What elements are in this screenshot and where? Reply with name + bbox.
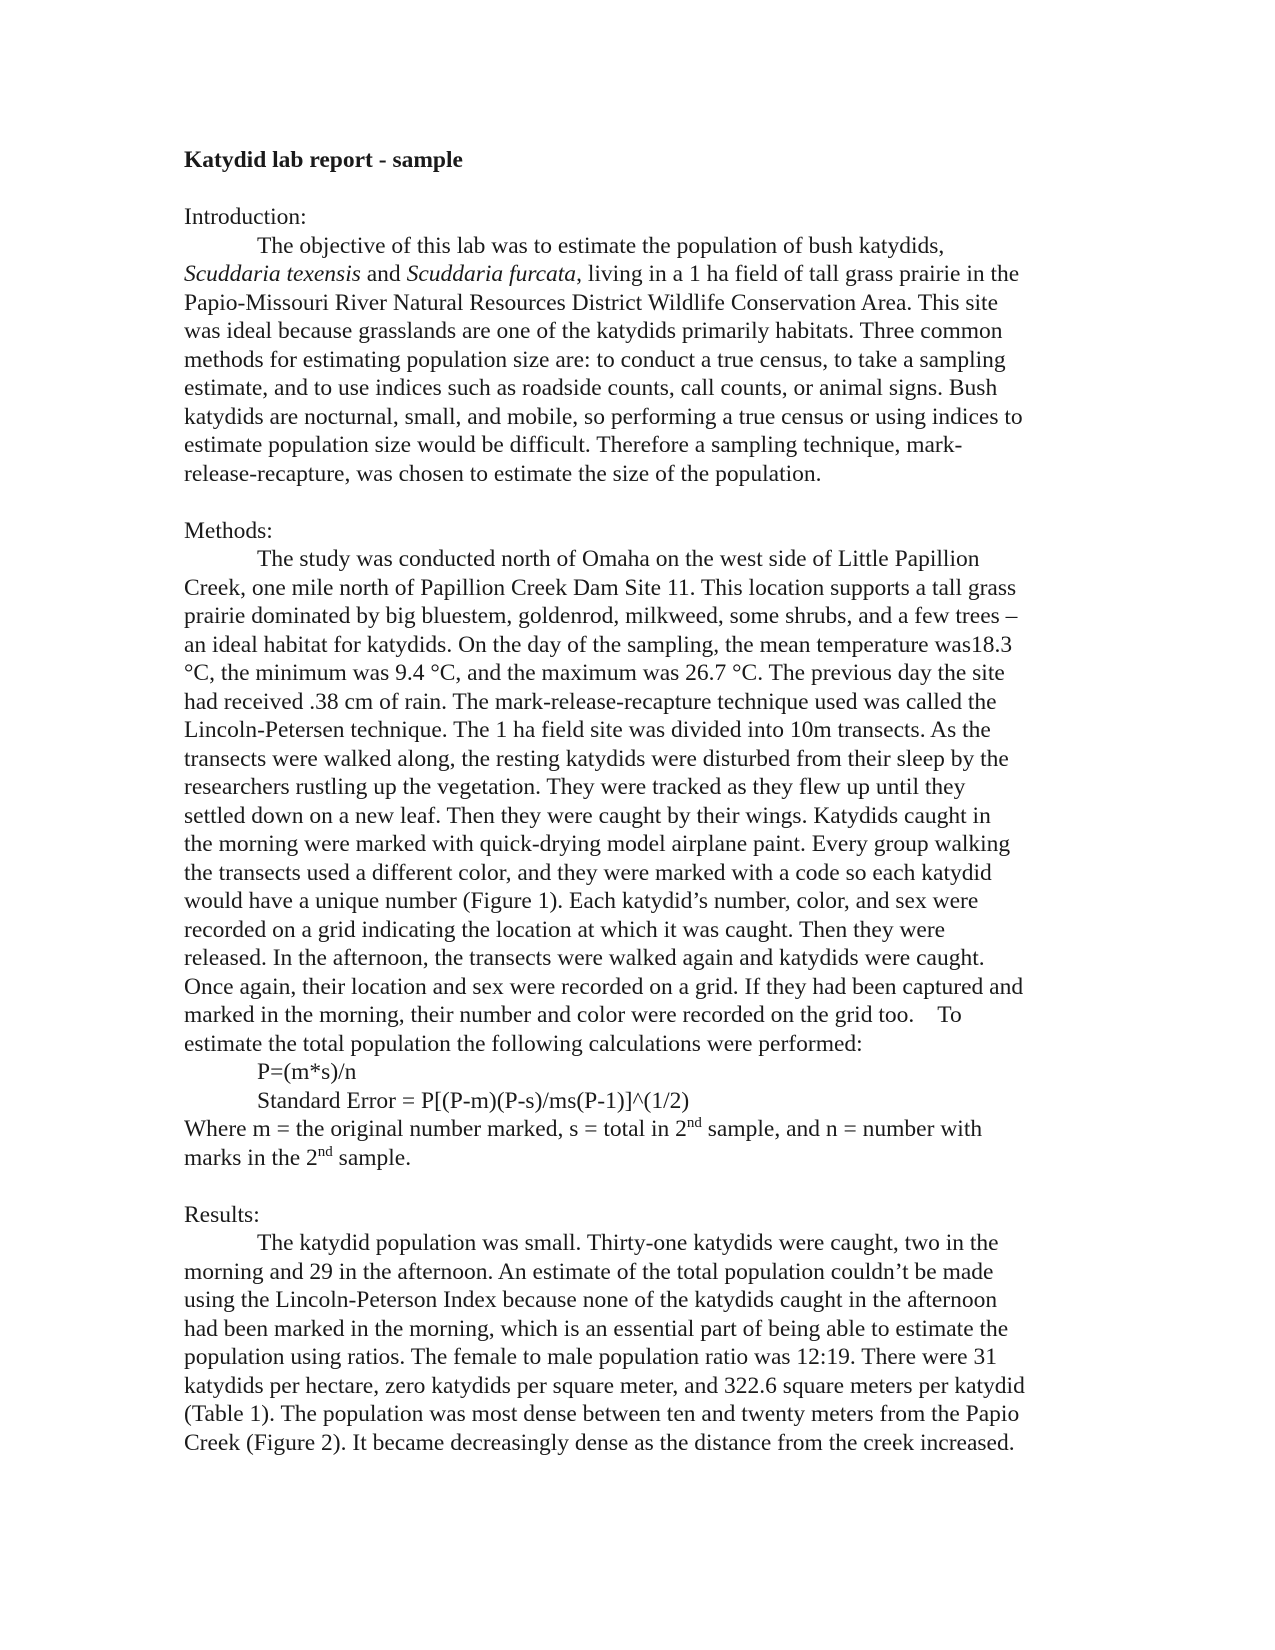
paragraph-line: prairie dominated by big bluestem, goldenrod, milkweed, some shrubs, and a few trees –	[184, 603, 1018, 629]
paragraph-line: Creek, one mile north of Papillion Creek Dam Site 11. This location supports a tall grass	[184, 574, 1017, 601]
paragraph-line: Papio-Missouri River Natural Resources District Wildlife Conservation Area. This site	[184, 289, 999, 316]
species-name: Scuddaria texensis	[184, 261, 361, 287]
species-name: Scuddaria furcata	[406, 261, 577, 287]
document-page	[184, 146, 1084, 1457]
paragraph-line: researchers rustling up the vegetation. They were tracked as they flew up until they	[184, 774, 966, 800]
formula-population: P=(m*s)/n	[257, 1059, 357, 1085]
paragraph-line: The objective of this lab was to estimate the population of bush katydids,	[257, 232, 945, 259]
ordinal-superscript: nd	[686, 1115, 702, 1132]
spacer	[184, 175, 1084, 204]
paragraph-line: population using ratios. The female to male population ratio was 12:19. There were 31	[184, 1344, 997, 1370]
paragraph-line: settled down on a new leaf. Then they were caught by their wings. Katydids caught in	[184, 802, 991, 829]
text-fragment: and	[360, 261, 407, 287]
methods-heading: Methods:	[184, 517, 273, 544]
paragraph-line: morning and 29 in the afternoon. An estimate of the total population couldn’t be made	[184, 1258, 994, 1285]
paragraph-line: estimate population size would be difficult. Therefore a sampling technique, mark-	[184, 432, 963, 458]
paragraph-line: estimate the total population the following calculations were performed:	[184, 1030, 863, 1057]
document-title: Katydid lab report - sample	[184, 147, 463, 173]
paragraph-line: transects were walked along, the resting katydids were disturbed from their sleep by the	[184, 745, 1009, 772]
paragraph-line: Creek (Figure 2). It became decreasingly dense as the distance from the creek increased.	[184, 1429, 1015, 1456]
paragraph-line-species	[184, 260, 1084, 289]
paragraph-line: release-recapture, was chosen to estimate the size of the population.	[184, 460, 822, 487]
formula-standard-error: Standard Error = P[(P-m)(P-s)/ms(P-1)]^(1/2)	[257, 1087, 690, 1114]
paragraph-line: marked in the morning, their number and color were recorded on the grid too. To	[184, 1002, 962, 1028]
paragraph-line: using the Lincoln-Peterson Index because none of the katydids caught in the afternoon	[184, 1287, 998, 1313]
results-heading: Results:	[184, 1201, 260, 1228]
paragraph-line: was ideal because grasslands are one of the katydids primarily habitats. Three common	[184, 318, 1003, 344]
paragraph-line: would have a unique number (Figure 1). Each katydid’s number, color, and sex were	[184, 888, 979, 914]
methods-section	[184, 517, 1084, 1173]
paragraph-line: the morning were marked with quick-drying model airplane paint. Every group walking	[184, 831, 1011, 857]
paragraph-line: methods for estimating population size are: to conduct a true census, to take a sampling	[184, 346, 1006, 373]
results-section	[184, 1201, 1084, 1458]
introduction-heading: Introduction:	[184, 204, 307, 230]
paragraph-line: The study was conducted north of Omaha on the west side of Little Papillion	[257, 546, 980, 572]
text-fragment: marks in the 2	[184, 1144, 318, 1171]
paragraph-line: an ideal habitat for katydids. On the day of the sampling, the mean temperature was18.3	[184, 631, 1013, 658]
paragraph-line: the transects used a different color, and they were marked with a code so each katydid	[184, 859, 992, 886]
text-fragment: sample.	[332, 1144, 412, 1171]
paragraph-line: Once again, their location and sex were recorded on a grid. If they had been captured and	[184, 973, 1024, 1000]
paragraph-line: katydids per hectare, zero katydids per square meter, and 322.6 square meters per katydid	[184, 1372, 1025, 1399]
paragraph-line: Lincoln-Petersen technique. The 1 ha field site was divided into 10m transects. As the	[184, 717, 991, 743]
text-fragment: , living in a 1 ha field of tall grass prairie in the	[576, 261, 1020, 287]
paragraph-line: had received .38 cm of rain. The mark-release-recapture technique used was called the	[184, 688, 997, 715]
paragraph-line: had been marked in the morning, which is an essential part of being able to estimate the	[184, 1315, 1009, 1342]
paragraph-line: (Table 1). The population was most dense between ten and twenty meters from the Papio	[184, 1401, 1020, 1427]
text-fragment: sample, and n = number with	[701, 1116, 983, 1142]
paragraph-line: katydids are nocturnal, small, and mobile, so performing a true census or using indices to	[184, 403, 1023, 430]
paragraph-line: °C, the minimum was 9.4 °C, and the maximum was 26.7 °C. The previous day the site	[184, 660, 1005, 686]
paragraph-line: recorded on a grid indicating the location at which it was caught. Then they were	[184, 916, 946, 943]
text-fragment: Where m = the original number marked, s = total in 2	[184, 1116, 687, 1142]
paragraph-line: The katydid population was small. Thirty-one katydids were caught, two in the	[257, 1230, 999, 1256]
ordinal-superscript: nd	[317, 1143, 333, 1160]
where-definition-line	[184, 1115, 1084, 1144]
paragraph-line: estimate, and to use indices such as roadside counts, call counts, or animal signs. Bush	[184, 375, 998, 401]
spacer	[184, 488, 1084, 517]
spacer	[184, 1172, 1084, 1201]
paragraph-line: released. In the afternoon, the transects were walked again and katydids were caught.	[184, 945, 985, 971]
introduction-section	[184, 203, 1084, 488]
marks-definition-line	[184, 1144, 1084, 1173]
